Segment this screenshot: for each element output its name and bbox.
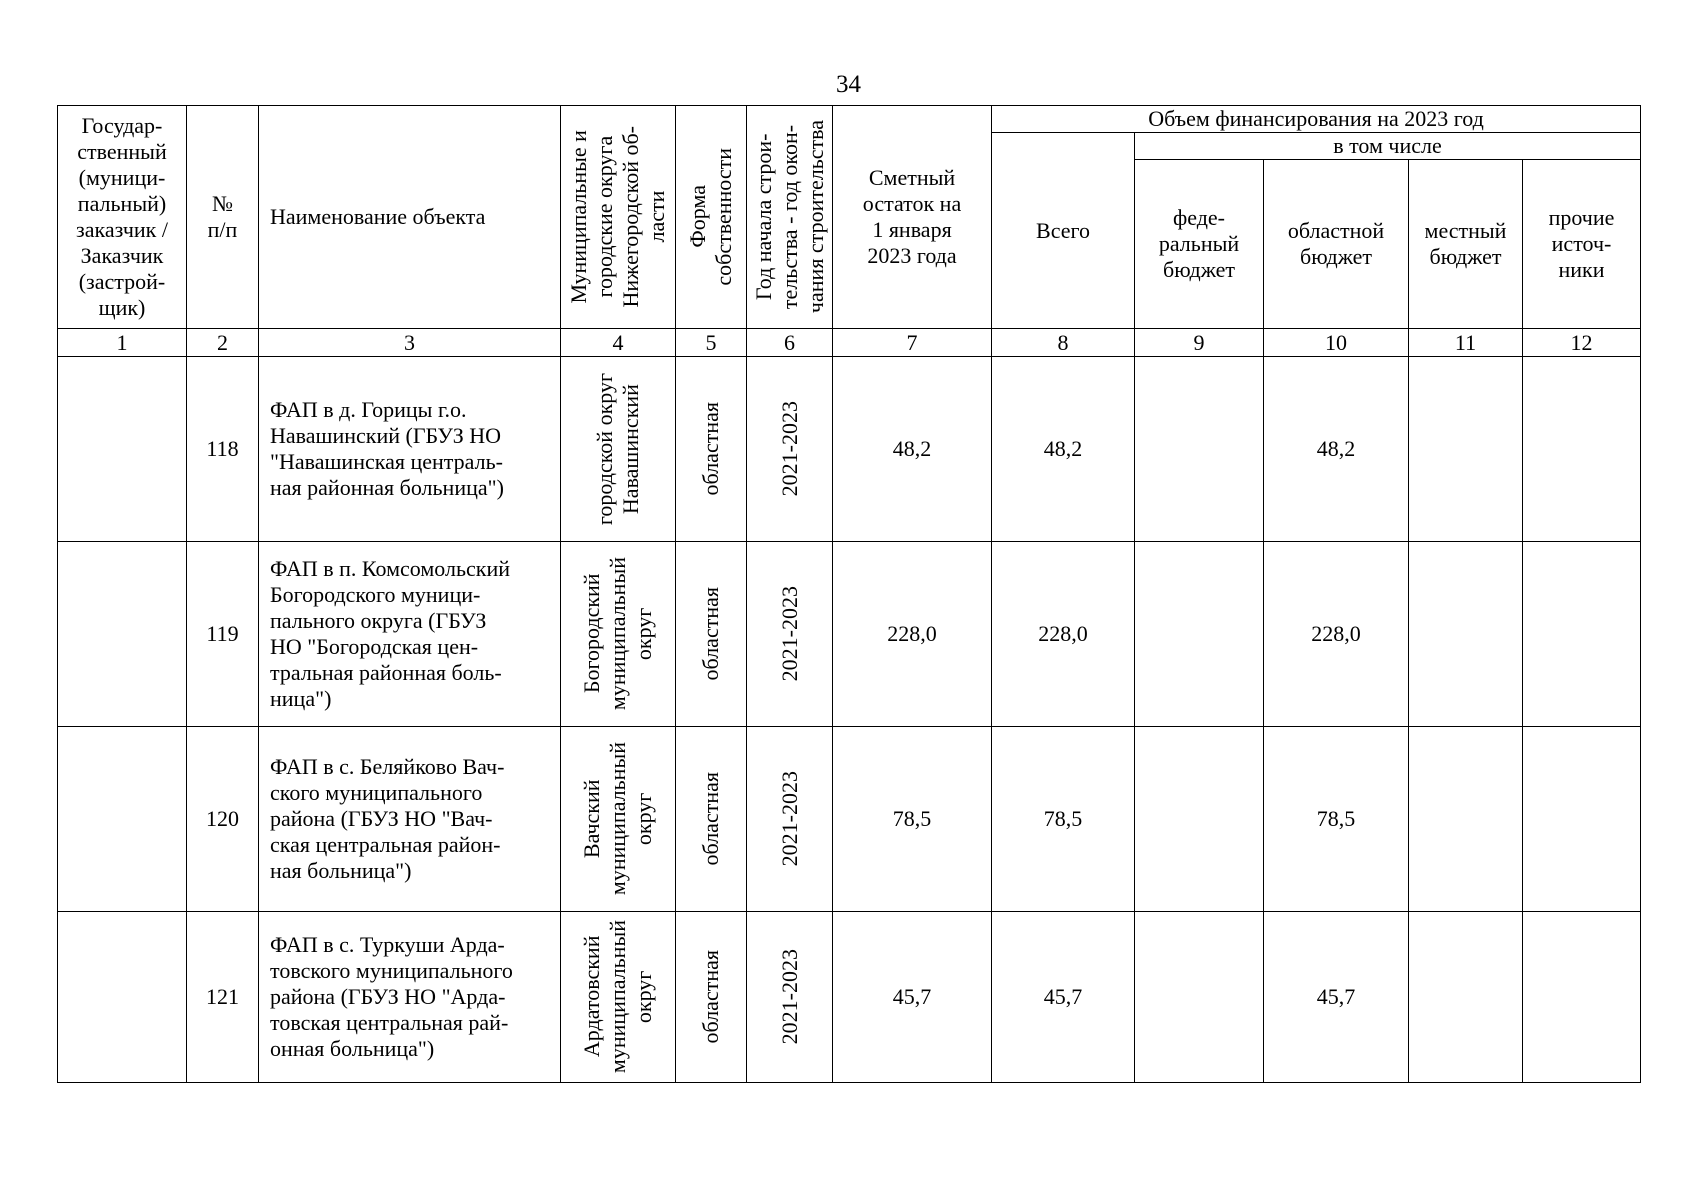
cell-regional: 45,7 xyxy=(1264,912,1409,1083)
cell-customer xyxy=(58,357,187,542)
column-numbers-row xyxy=(58,329,1641,357)
column-number: 6 xyxy=(747,329,833,357)
cell-estimate: 78,5 xyxy=(833,727,992,912)
page-number: 34 xyxy=(836,71,861,98)
column-number: 8 xyxy=(992,329,1135,357)
cell-customer xyxy=(58,727,187,912)
column-number: 4 xyxy=(561,329,676,357)
table-row xyxy=(58,542,1641,727)
cell-total: 78,5 xyxy=(992,727,1135,912)
cell-total: 228,0 xyxy=(992,542,1135,727)
cell-other xyxy=(1523,357,1641,542)
header-ownership: Форма собственности xyxy=(676,106,747,329)
header-other: прочие источ- ники xyxy=(1523,160,1641,329)
column-number: 3 xyxy=(259,329,561,357)
header-financing-title: Объем финансирования на 2023 год xyxy=(992,106,1641,133)
column-number: 5 xyxy=(676,329,747,357)
column-number: 2 xyxy=(187,329,259,357)
header-local: местный бюджет xyxy=(1409,160,1523,329)
cell-other xyxy=(1523,912,1641,1083)
cell-total: 48,2 xyxy=(992,357,1135,542)
cell-ownership: областная xyxy=(676,912,747,1083)
cell-local xyxy=(1409,542,1523,727)
cell-object-name: ФАП в д. Горицы г.о. Навашинский (ГБУЗ НО "Навашинская централь- ная районная больница") xyxy=(259,357,561,542)
cell-federal xyxy=(1135,727,1264,912)
cell-estimate: 228,0 xyxy=(833,542,992,727)
cell-num: 120 xyxy=(187,727,259,912)
financing-table xyxy=(57,105,1641,1083)
cell-local xyxy=(1409,357,1523,542)
cell-customer xyxy=(58,912,187,1083)
column-number: 12 xyxy=(1523,329,1641,357)
cell-ownership: областная xyxy=(676,542,747,727)
column-number: 7 xyxy=(833,329,992,357)
cell-years: 2021-2023 xyxy=(747,912,833,1083)
header-object-name: Наименование объекта xyxy=(259,106,561,329)
cell-other xyxy=(1523,542,1641,727)
header-including: в том числе xyxy=(1135,133,1641,160)
header-customer: Государ- ственный (муници- пальный) заказчик / Заказчик (застрой- щик) xyxy=(58,106,187,329)
column-number: 9 xyxy=(1135,329,1264,357)
header-num: № п/п xyxy=(187,106,259,329)
header-estimate: Сметный остаток на 1 января 2023 года xyxy=(833,106,992,329)
column-number: 11 xyxy=(1409,329,1523,357)
cell-local xyxy=(1409,912,1523,1083)
cell-years: 2021-2023 xyxy=(747,357,833,542)
cell-years: 2021-2023 xyxy=(747,542,833,727)
cell-other xyxy=(1523,727,1641,912)
cell-ownership: областная xyxy=(676,727,747,912)
header-years: Год начала строи- тельства - год окон- чания строительства xyxy=(747,106,833,329)
cell-customer xyxy=(58,542,187,727)
table-row xyxy=(58,912,1641,1083)
table-row xyxy=(58,357,1641,542)
cell-total: 45,7 xyxy=(992,912,1135,1083)
cell-federal xyxy=(1135,912,1264,1083)
cell-municipality: Вачский муниципальный округ xyxy=(561,727,676,912)
cell-num: 118 xyxy=(187,357,259,542)
cell-regional: 78,5 xyxy=(1264,727,1409,912)
cell-estimate: 45,7 xyxy=(833,912,992,1083)
cell-object-name: ФАП в с. Беляйково Вач- ского муниципального района (ГБУЗ НО "Вач- ская центральная район- ная больница") xyxy=(259,727,561,912)
header-federal: феде- ральный бюджет xyxy=(1135,160,1264,329)
cell-regional: 48,2 xyxy=(1264,357,1409,542)
cell-num: 121 xyxy=(187,912,259,1083)
table-row xyxy=(58,727,1641,912)
cell-federal xyxy=(1135,542,1264,727)
column-number: 1 xyxy=(58,329,187,357)
column-number: 10 xyxy=(1264,329,1409,357)
cell-regional: 228,0 xyxy=(1264,542,1409,727)
cell-num: 119 xyxy=(187,542,259,727)
cell-object-name: ФАП в п. Комсомольский Богородского муници- пального округа (ГБУЗ НО "Богородская цен- тральная районная боль- ница") xyxy=(259,542,561,727)
cell-ownership: областная xyxy=(676,357,747,542)
cell-municipality: городской округ Навашинский xyxy=(561,357,676,542)
header-regional: областной бюджет xyxy=(1264,160,1409,329)
cell-estimate: 48,2 xyxy=(833,357,992,542)
cell-years: 2021-2023 xyxy=(747,727,833,912)
header-total: Всего xyxy=(992,133,1135,329)
cell-object-name: ФАП в с. Туркуши Арда- товского муниципального района (ГБУЗ НО "Арда- товская центральная рай- онная больница") xyxy=(259,912,561,1083)
header-municipality: Муниципальные и городские округа Нижегородской об- ласти xyxy=(561,106,676,329)
cell-local xyxy=(1409,727,1523,912)
cell-federal xyxy=(1135,357,1264,542)
cell-municipality: Ардатовский муниципальный округ xyxy=(561,912,676,1083)
cell-municipality: Богородский муниципальный округ xyxy=(561,542,676,727)
